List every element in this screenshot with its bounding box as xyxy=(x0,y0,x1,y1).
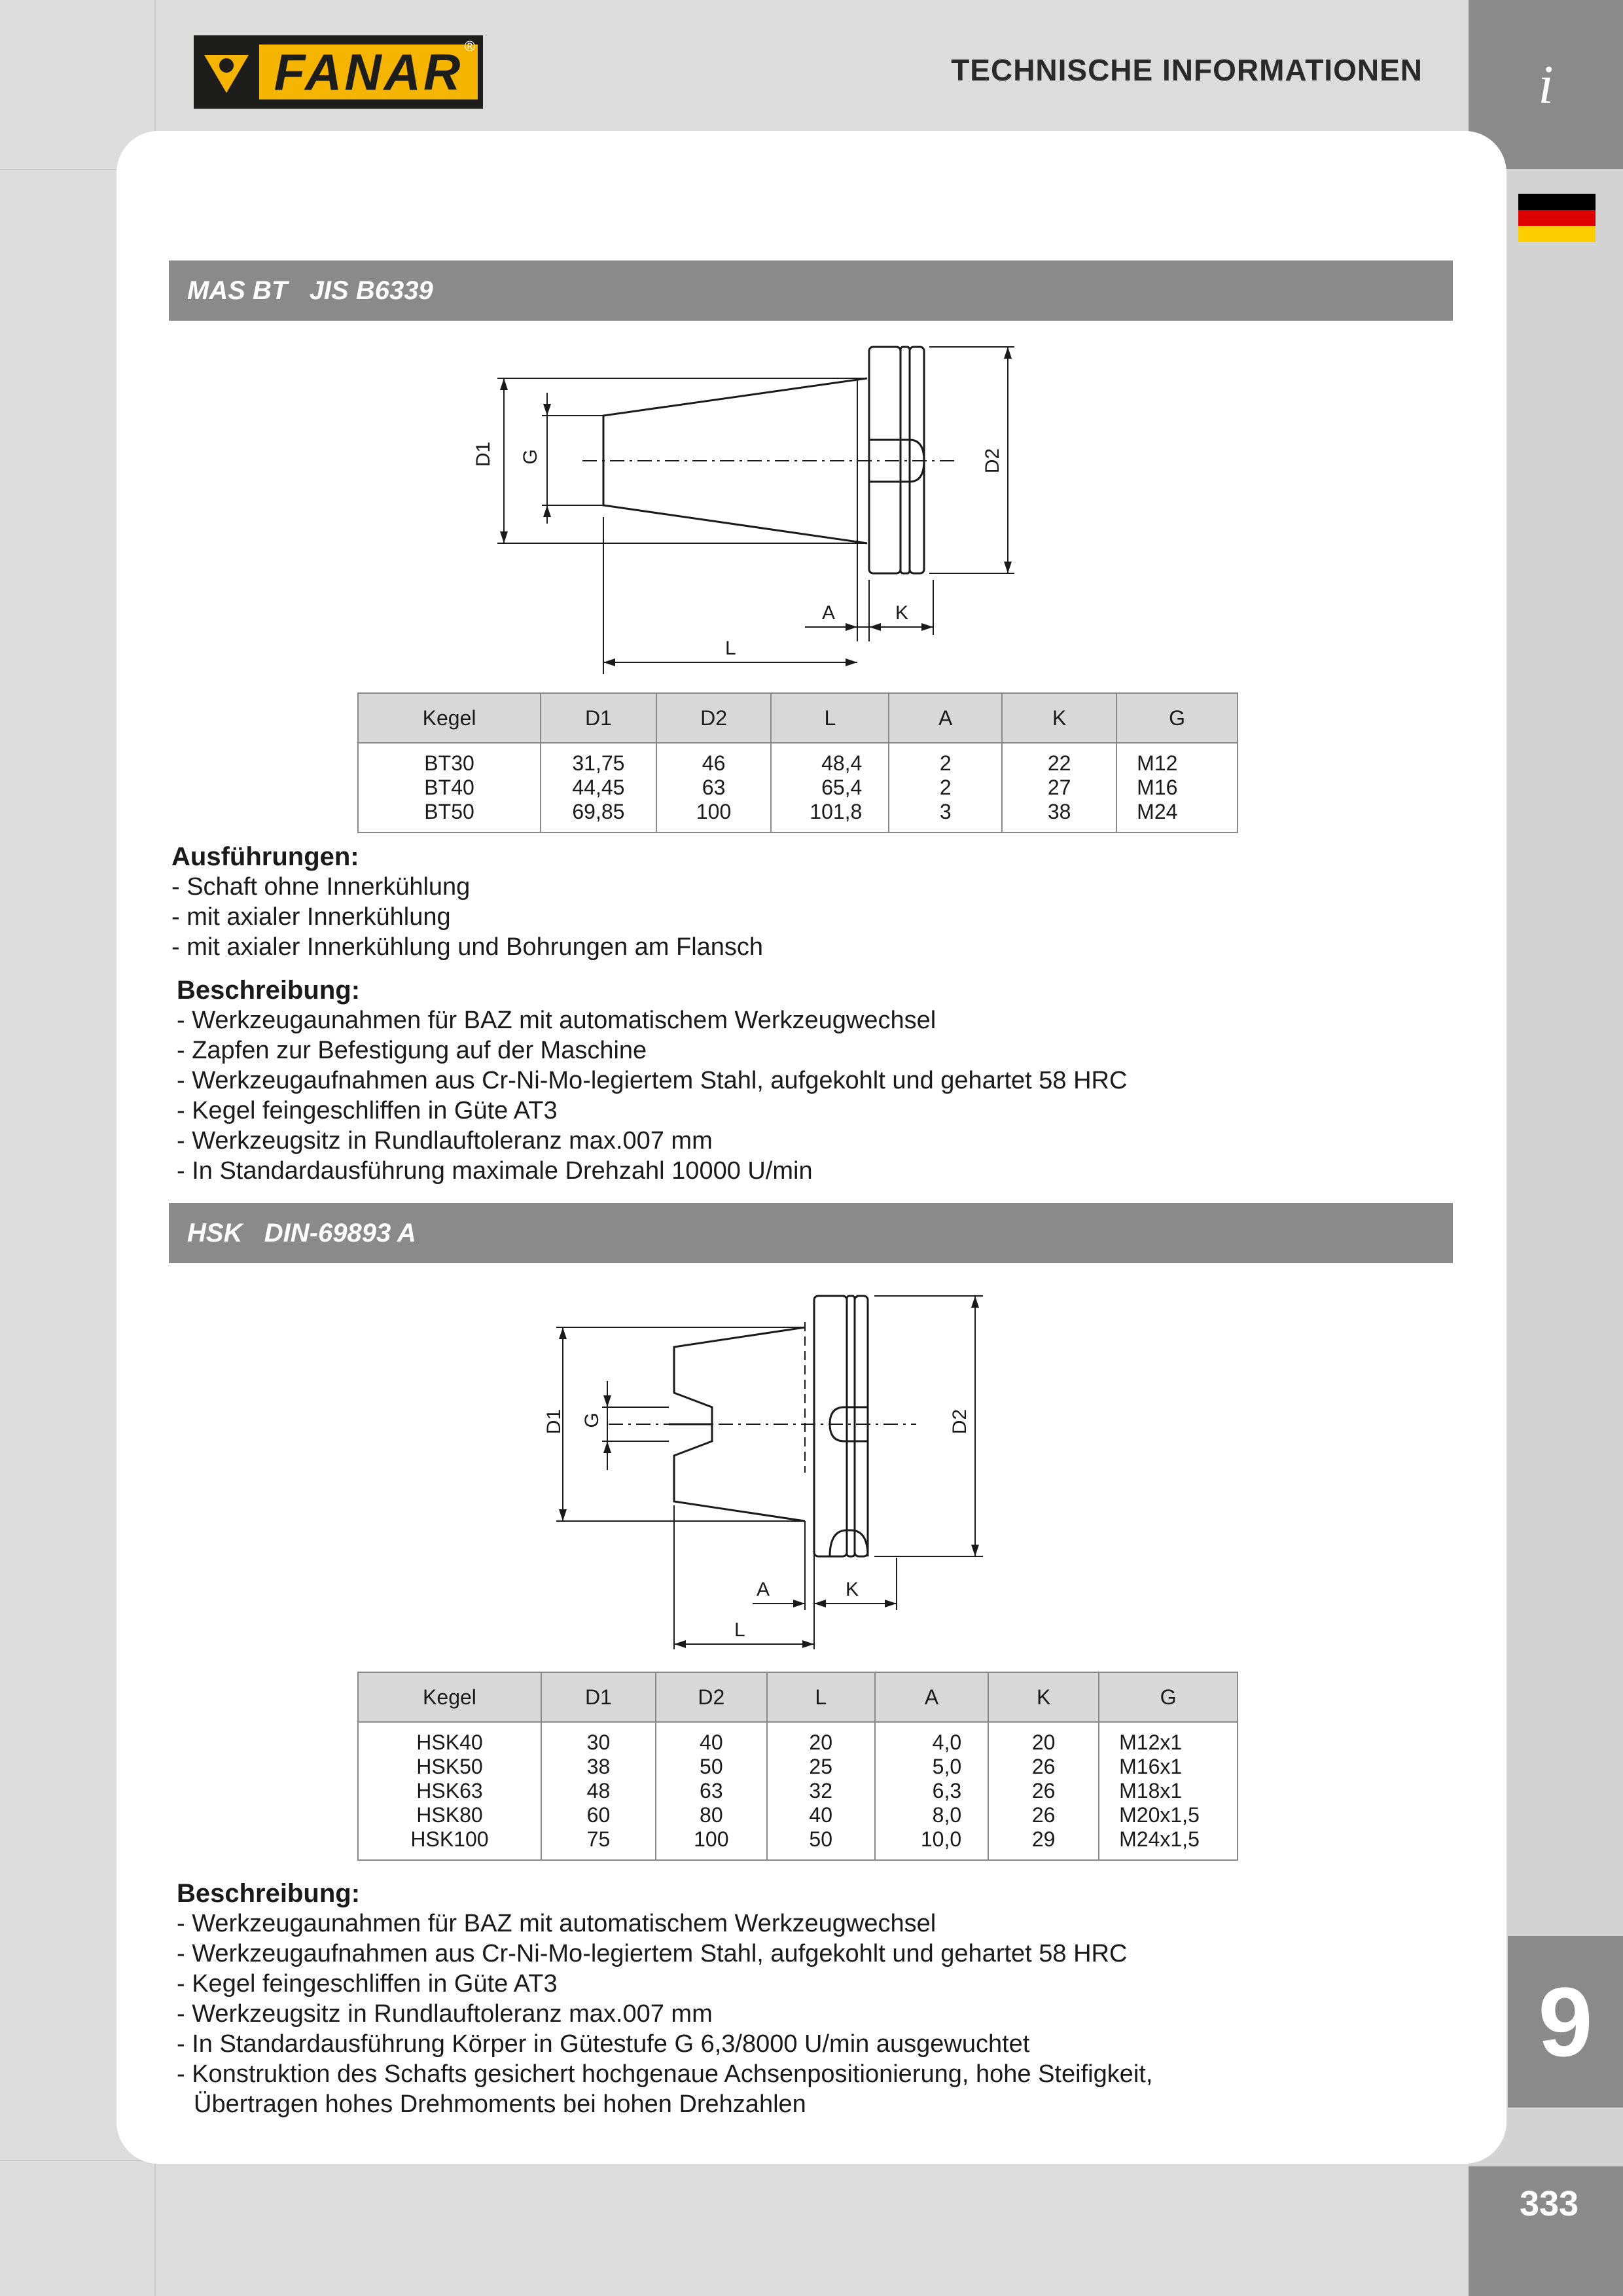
bt-col-kegel: Kegel xyxy=(358,693,541,743)
section-band-hsk xyxy=(169,1203,1453,1263)
hsk-g-cells xyxy=(1099,1722,1238,1860)
table-cell: 50 xyxy=(809,1827,832,1851)
hsk-d2-cells xyxy=(656,1722,767,1860)
table-cell: 44,45 xyxy=(572,776,625,799)
table-cell: BT40 xyxy=(424,776,474,799)
table-cell: HSK80 xyxy=(416,1803,483,1827)
bt-label-d1: D1 xyxy=(473,441,494,467)
info-icon: i xyxy=(1538,54,1554,115)
bt-label-a: A xyxy=(822,602,836,624)
hsk-label-l: L xyxy=(734,1619,745,1641)
bt-col-d2: D2 xyxy=(656,693,772,743)
page-number: 333 xyxy=(1519,2184,1579,2223)
hsk-a-cells xyxy=(875,1722,988,1860)
section-title-hsk: HSK DIN-69893 A xyxy=(187,1218,416,1247)
bt-table-body xyxy=(358,743,1238,833)
table-cell: 38 xyxy=(586,1755,611,1778)
table-cell: 2 xyxy=(939,776,952,799)
chapter-number: 9 xyxy=(1538,1966,1593,2077)
table-cell: 26 xyxy=(1031,1779,1056,1803)
bt-g-cells xyxy=(1116,743,1238,833)
bt-k-cells xyxy=(1002,743,1116,833)
table-cell: 3 xyxy=(939,800,952,823)
bt-label-g: G xyxy=(520,449,541,465)
bt-table-header-row xyxy=(358,693,1238,743)
bt-l-cells xyxy=(771,743,889,833)
table-cell: 63 xyxy=(700,1779,723,1803)
table-cell: 31,75 xyxy=(572,751,625,775)
table-cell: 4,0 xyxy=(932,1731,962,1754)
table-cell: 25 xyxy=(809,1755,832,1778)
list-item: - mit axialer Innerkühlung und Bohrungen am Flansch xyxy=(171,933,764,961)
bt-beschreibung xyxy=(177,975,1127,1186)
table-cell: 40 xyxy=(809,1803,832,1827)
hsk-k-cells xyxy=(988,1722,1099,1860)
table-cell: 40 xyxy=(700,1731,723,1754)
table-cell: 5,0 xyxy=(932,1755,962,1778)
table-cell: M24x1,5 xyxy=(1119,1827,1200,1851)
logo-wordmark: FANAR xyxy=(259,45,478,99)
hsk-col-kegel: Kegel xyxy=(358,1672,541,1722)
table-cell: 10,0 xyxy=(920,1827,962,1851)
table-cell: 101,8 xyxy=(810,800,863,823)
table-cell: 2 xyxy=(939,751,952,775)
bt-tool-diagram xyxy=(458,327,1047,681)
bt-col-g: G xyxy=(1116,693,1238,743)
table-cell: M16x1 xyxy=(1119,1755,1183,1778)
hsk-col-d1: D1 xyxy=(541,1672,656,1722)
list-item: - Werkzeugsitz in Rundlauftoleranz max.007 mm xyxy=(177,2000,713,2028)
table-cell: 46 xyxy=(702,751,726,775)
bt-col-l: L xyxy=(771,693,889,743)
table-cell: M16 xyxy=(1137,776,1178,799)
list-item: - Kegel feingeschliffen in Güte AT3 xyxy=(177,1097,558,1124)
hsk-beschreibung xyxy=(177,1878,1152,2119)
hsk-col-d2: D2 xyxy=(656,1672,767,1722)
list-item: - Werkzeugaufnahmen aus Cr-Ni-Mo-legiertem Stahl, aufgekohlt und gehartet 58 HRC xyxy=(177,1067,1128,1094)
hsk-col-l: L xyxy=(767,1672,875,1722)
hsk-spec-table xyxy=(357,1672,1238,1861)
table-cell: 100 xyxy=(696,800,732,823)
list-item: - In Standardausführung Körper in Gütestufe G 6,3/8000 U/min ausgewuchtet xyxy=(177,2030,1030,2058)
table-cell: M12 xyxy=(1137,751,1178,775)
bt-ausfuehrungen xyxy=(171,842,763,962)
list-item: - Schaft ohne Innerkühlung xyxy=(171,873,471,901)
table-cell: 26 xyxy=(1031,1803,1056,1827)
table-cell: HSK63 xyxy=(416,1779,483,1803)
table-cell: BT30 xyxy=(424,751,474,775)
hsk-tool-diagram xyxy=(517,1283,1001,1662)
hsk-col-g: G xyxy=(1099,1672,1238,1722)
table-cell: 80 xyxy=(700,1803,723,1827)
bt-label-l: L xyxy=(725,637,736,659)
hsk-l-cells xyxy=(767,1722,875,1860)
table-cell: 38 xyxy=(1047,800,1071,823)
list-item: - Werkzeugaufnahmen aus Cr-Ni-Mo-legiertem Stahl, aufgekohlt und gehartet 58 HRC xyxy=(177,1940,1128,1967)
table-cell: BT50 xyxy=(424,800,474,823)
hsk-col-a: A xyxy=(875,1672,988,1722)
table-cell: 48 xyxy=(586,1779,611,1803)
list-item: - Zapfen zur Befestigung auf der Maschine xyxy=(177,1037,647,1064)
table-cell: M24 xyxy=(1137,800,1178,823)
table-cell: 65,4 xyxy=(821,776,863,799)
hsk-col-k: K xyxy=(988,1672,1099,1722)
table-cell: 27 xyxy=(1047,776,1071,799)
table-cell: 63 xyxy=(702,776,726,799)
table-cell: M12x1 xyxy=(1119,1731,1183,1754)
table-cell: 8,0 xyxy=(932,1803,962,1827)
section-title-bt: MAS BT JIS B6339 xyxy=(187,276,433,305)
bt-beschreibung-heading: Beschreibung: xyxy=(177,976,361,1005)
bt-kegel-cells xyxy=(358,743,541,833)
list-item: - mit axialer Innerkühlung xyxy=(171,903,451,931)
bt-label-d2: D2 xyxy=(982,448,1003,474)
list-item: - Werkzeugaunahmen für BAZ mit automatischem Werkzeugwechsel xyxy=(177,1007,936,1034)
table-cell: 69,85 xyxy=(572,800,625,823)
table-cell: 32 xyxy=(809,1779,832,1803)
table-cell: 75 xyxy=(586,1827,611,1851)
hsk-beschreibung-heading: Beschreibung: xyxy=(177,1879,361,1908)
list-item-continuation: Übertragen hohes Drehmoments bei hohen Drehzahlen xyxy=(194,2090,806,2118)
hsk-label-k: K xyxy=(846,1579,859,1600)
hsk-table-header-row xyxy=(358,1672,1238,1722)
list-item: - Kegel feingeschliffen in Güte AT3 xyxy=(177,1970,558,1998)
hsk-kegel-cells xyxy=(358,1722,541,1860)
bt-label-k: K xyxy=(895,602,909,624)
hsk-d1-cells xyxy=(541,1722,656,1860)
hsk-label-g: G xyxy=(581,1412,603,1428)
table-cell: M20x1,5 xyxy=(1119,1803,1200,1827)
fanar-logo xyxy=(194,35,483,109)
table-cell: 20 xyxy=(1031,1731,1056,1754)
header-title: TECHNISCHE INFORMATIONEN xyxy=(951,53,1423,87)
table-cell: 60 xyxy=(586,1803,611,1827)
hsk-table-body xyxy=(358,1722,1238,1860)
bt-col-a: A xyxy=(889,693,1002,743)
bt-d1-cells xyxy=(541,743,656,833)
table-cell: 26 xyxy=(1031,1755,1056,1778)
table-cell: HSK100 xyxy=(410,1827,489,1851)
bt-spec-table xyxy=(357,692,1238,833)
bt-a-cells xyxy=(889,743,1002,833)
list-item: - In Standardausführung maximale Drehzahl 10000 U/min xyxy=(177,1157,813,1185)
list-item: - Werkzeugsitz in Rundlauftoleranz max.007 mm xyxy=(177,1127,713,1155)
bt-d2-cells xyxy=(656,743,772,833)
logo-v-mark-icon xyxy=(194,35,259,109)
table-cell: HSK40 xyxy=(416,1731,483,1754)
hsk-label-d1: D1 xyxy=(543,1408,565,1435)
bt-col-k: K xyxy=(1002,693,1116,743)
german-flag-icon xyxy=(1518,194,1596,242)
table-cell: 29 xyxy=(1031,1827,1056,1851)
bt-ausfuehrungen-heading: Ausführungen: xyxy=(171,842,359,871)
bt-col-d1: D1 xyxy=(541,693,656,743)
table-cell: 20 xyxy=(809,1731,832,1754)
table-cell: 100 xyxy=(694,1827,729,1851)
table-cell: 48,4 xyxy=(821,751,863,775)
chapter-tab xyxy=(1508,1936,1623,2108)
hsk-label-d2: D2 xyxy=(949,1408,971,1435)
table-cell: 22 xyxy=(1047,751,1071,775)
list-item: - Werkzeugaunahmen für BAZ mit automatischem Werkzeugwechsel xyxy=(177,1910,936,1937)
hsk-label-a: A xyxy=(757,1579,770,1600)
list-item: - Konstruktion des Schafts gesichert hochgenaue Achsenpositionierung, hohe Steifigkeit, xyxy=(177,2060,1153,2088)
table-cell: HSK50 xyxy=(416,1755,483,1778)
table-cell: 30 xyxy=(586,1731,611,1754)
section-band-bt xyxy=(169,260,1453,321)
table-cell: M18x1 xyxy=(1119,1779,1183,1803)
table-cell: 6,3 xyxy=(932,1779,962,1803)
logo-registered-mark: ® xyxy=(464,38,475,54)
page-number-tab xyxy=(1469,2166,1623,2296)
table-cell: 50 xyxy=(700,1755,723,1778)
